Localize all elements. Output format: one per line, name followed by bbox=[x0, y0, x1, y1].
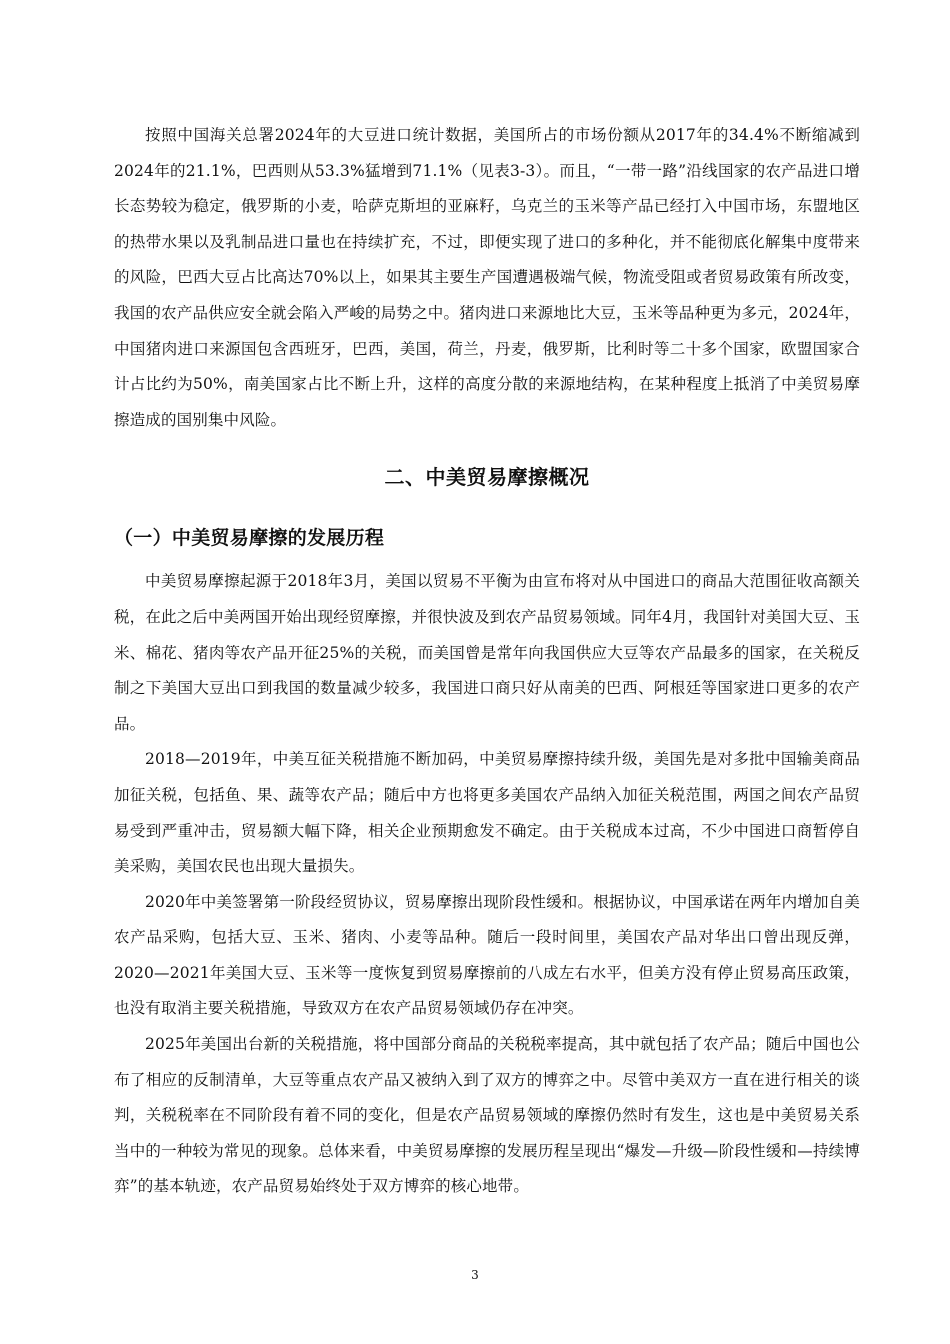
body-paragraph: 2025年美国出台新的关税措施，将中国部分商品的关税税率提高，其中就包括了农产品；随后中国也公布了相应的反制清单，大豆等重点农产品又被纳入到了双方的博弈之中。尽管中美双方一直在进行相关的谈判，关税税率在不同阶段有着不同的变化，但是农产品贸易领域的摩擦仍然时有发生，这也是中美贸易关系当中的一种较为常见的现象。总体来看，中美贸易摩擦的发展历程呈现出“爆发—升级—阶段性缓和—持续博弈”的基本轨迹，农产品贸易始终处于双方博弈的核心地带。 bbox=[114, 1035, 860, 1196]
body-paragraph: 2018—2019年，中美互征关税措施不断加码，中美贸易摩擦持续升级，美国先是对多批中国输美商品加征关税，包括鱼、果、蔬等农产品；随后中方也将更多美国农产品纳入加征关税范围，两国之间农产品贸易受到严重冲击，贸易额大幅下降，相关企业预期愈发不确定。由于关税成本过高，不少中国进口商暂停自美采购，美国农民也出现大量损失。 bbox=[114, 750, 860, 876]
section-heading: （一）中美贸易摩擦的发展历程 bbox=[114, 527, 385, 550]
body-paragraph: 中美贸易摩擦起源于2018年3月，美国以贸易不平衡为由宣布将对从中国进口的商品大范围征收高额关税，在此之后中美两国开始出现经贸摩擦，并很快波及到农产品贸易领域。同年4月，我国针对美国大豆、玉米、棉花、猪肉等农产品开征25%的关税，而美国曾是常年向我国供应大豆等农产品最多的国家，在关税反制之下美国大豆出口到我国的数量减少较多，我国进口商只好从南美的巴西、阿根廷等国家进口更多的农产品。 bbox=[114, 572, 860, 733]
page-number: 3 bbox=[471, 1268, 479, 1282]
chapter-heading: 二、中美贸易摩擦概况 bbox=[384, 465, 590, 490]
document-body bbox=[114, 118, 860, 1205]
body-paragraph: 按照中国海关总署2024年的大豆进口统计数据，美国所占的市场份额从2017年的34.4%不断缩减到2024年的21.1%，巴西则从53.3%猛增到71.1%（见表3-3）。而且，“一带一路”沿线国家的农产品进口增长态势较为稳定，俄罗斯的小麦，哈萨克斯坦的亚麻籽，乌克兰的玉米等产品已经打入中国市场，东盟地区的热带水果以及乳制品进口量也在持续扩充，不过，即便实现了进口的多种化，并不能彻底化解集中度带来的风险，巴西大豆占比高达70%以上，如果其主要生产国遭遇极端气候，物流受阻或者贸易政策有所改变，我国的农产品供应安全就会陷入严峻的局势之中。猪肉进口来源地比大豆，玉米等品种更为多元，2024年，中国猪肉进口来源国包含西班牙，巴西，美国，荷兰，丹麦，俄罗斯，比利时等二十多个国家，欧盟国家合计占比约为50%，南美国家占比不断上升，这样的高度分散的来源地结构，在某种程度上抵消了中美贸易摩擦造成的国别集中风险。 bbox=[114, 126, 860, 429]
body-paragraph: 2020年中美签署第一阶段经贸协议，贸易摩擦出现阶段性缓和。根据协议，中国承诺在两年内增加自美农产品采购，包括大豆、玉米、猪肉、小麦等品种。随后一段时间里，美国农产品对华出口曾出现反弹，2020—2021年美国大豆、玉米等一度恢复到贸易摩擦前的八成左右水平，但美方没有停止贸易高压政策，也没有取消主要关税措施，导致双方在农产品贸易领域仍存在冲突。 bbox=[114, 892, 860, 1018]
